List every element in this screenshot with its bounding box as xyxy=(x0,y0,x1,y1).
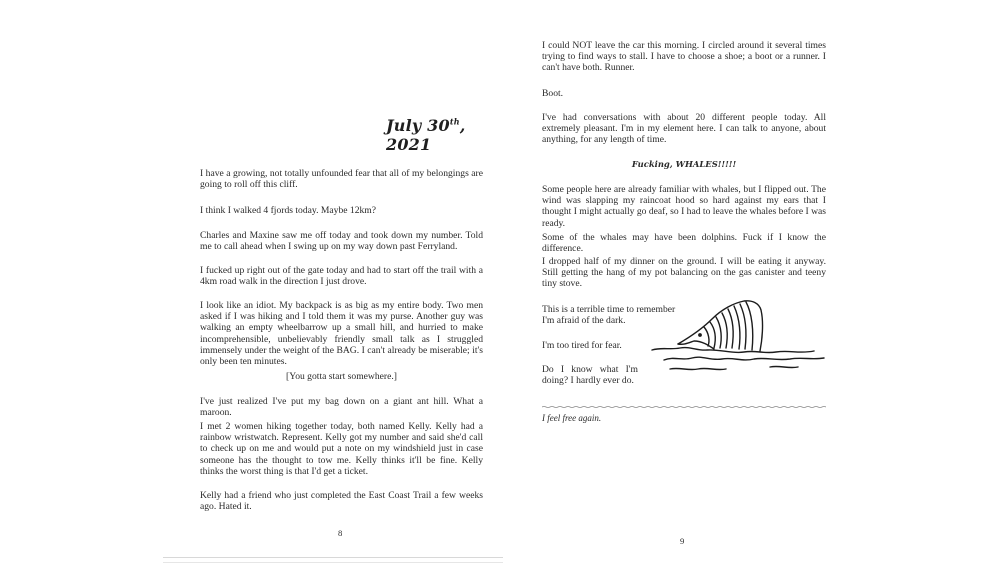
paragraph: I dropped half of my dinner on the ground. I will be eating it anyway. Still getting the hang of my pot balancing on the gas canister and teeny tiny stove. xyxy=(542,256,826,290)
paragraph: I'm too tired for fear. xyxy=(542,340,622,351)
paragraph: Some people here are already familiar with whales, but I flipped out. The wind was slapping my raincoat hood so hard against my ears that I thought I might actually go deaf, so I had to leave the whales before I was ready. xyxy=(542,184,826,229)
paragraph: I fucked up right out of the gate today and had to start off the trail with a 4km road walk in the direction I just drove. xyxy=(200,265,483,288)
paragraph: I've had conversations with about 20 different people today. All extremely pleasant. I'm in my element here. I can talk to anyone, about anything, for any length of time. xyxy=(542,112,826,146)
section-heading: Fucking, WHALES!!!!! xyxy=(631,159,737,169)
paragraph: Kelly had a friend who just completed the East Coast Trail a few weeks ago. Hated it. xyxy=(200,490,483,513)
right-page xyxy=(508,0,860,565)
date-heading: July 30th, 2021 xyxy=(386,116,466,154)
paragraph: Charles and Maxine saw me off today and took down my number. Told me to call ahead when I swing up on my way down past Ferryland. xyxy=(200,230,483,253)
paragraph: I look like an idiot. My backpack is as big as my entire body. Two men asked if I was hiking and I told them it was my purse. Another guy was walking an empty wheelbarrow up a small hill, and hurried to make incomprehensible, unbelievably friendly small talk as I struggled immensely under the weight of the BAG. I can't already be miserable; it's only been ten minutes. xyxy=(200,300,483,368)
paragraph: Boot. xyxy=(542,88,564,99)
paragraph: I think I walked 4 fjords today. Maybe 12km? xyxy=(200,205,377,216)
paragraph: This is a terrible time to remember I'm afraid of the dark. xyxy=(542,304,676,327)
paragraph: I have a growing, not totally unfounded fear that all of my belongings are going to roll off this cliff. xyxy=(200,168,483,191)
left-page xyxy=(163,0,503,565)
paragraph: I've just realized I've put my bag down on a giant ant hill. What a maroon. xyxy=(200,396,483,419)
bracketed-note: [You gotta start somewhere.] xyxy=(286,371,397,382)
paragraph: Some of the whales may have been dolphins. Fuck if I know the difference. xyxy=(542,232,826,255)
page-number: 9 xyxy=(680,536,685,546)
paragraph: Do I know what I'm doing? I hardly ever do. xyxy=(542,364,638,387)
paragraph: I could NOT leave the car this morning. I circled around it several times trying to find ways to stall. I have to choose a shoe; a boot or a runner. I can't have both. Runner. xyxy=(542,40,826,74)
paragraph: I met 2 women hiking together today, both named Kelly. Kelly had a rainbow wristwatch. Represent. Kelly got my number and said she'd call to check up on me and would put a note on my windshield just in case someone has the thought to tow me. Kelly thinks it'll be fine. Kelly thinks the worst thing is that I'd get a ticket. xyxy=(200,421,483,477)
page-number: 8 xyxy=(338,528,343,538)
whale-illustration-icon xyxy=(642,297,828,379)
closing-line: I feel free again. xyxy=(542,413,602,423)
wavy-divider xyxy=(542,406,826,408)
page-edge-divider xyxy=(163,557,503,563)
